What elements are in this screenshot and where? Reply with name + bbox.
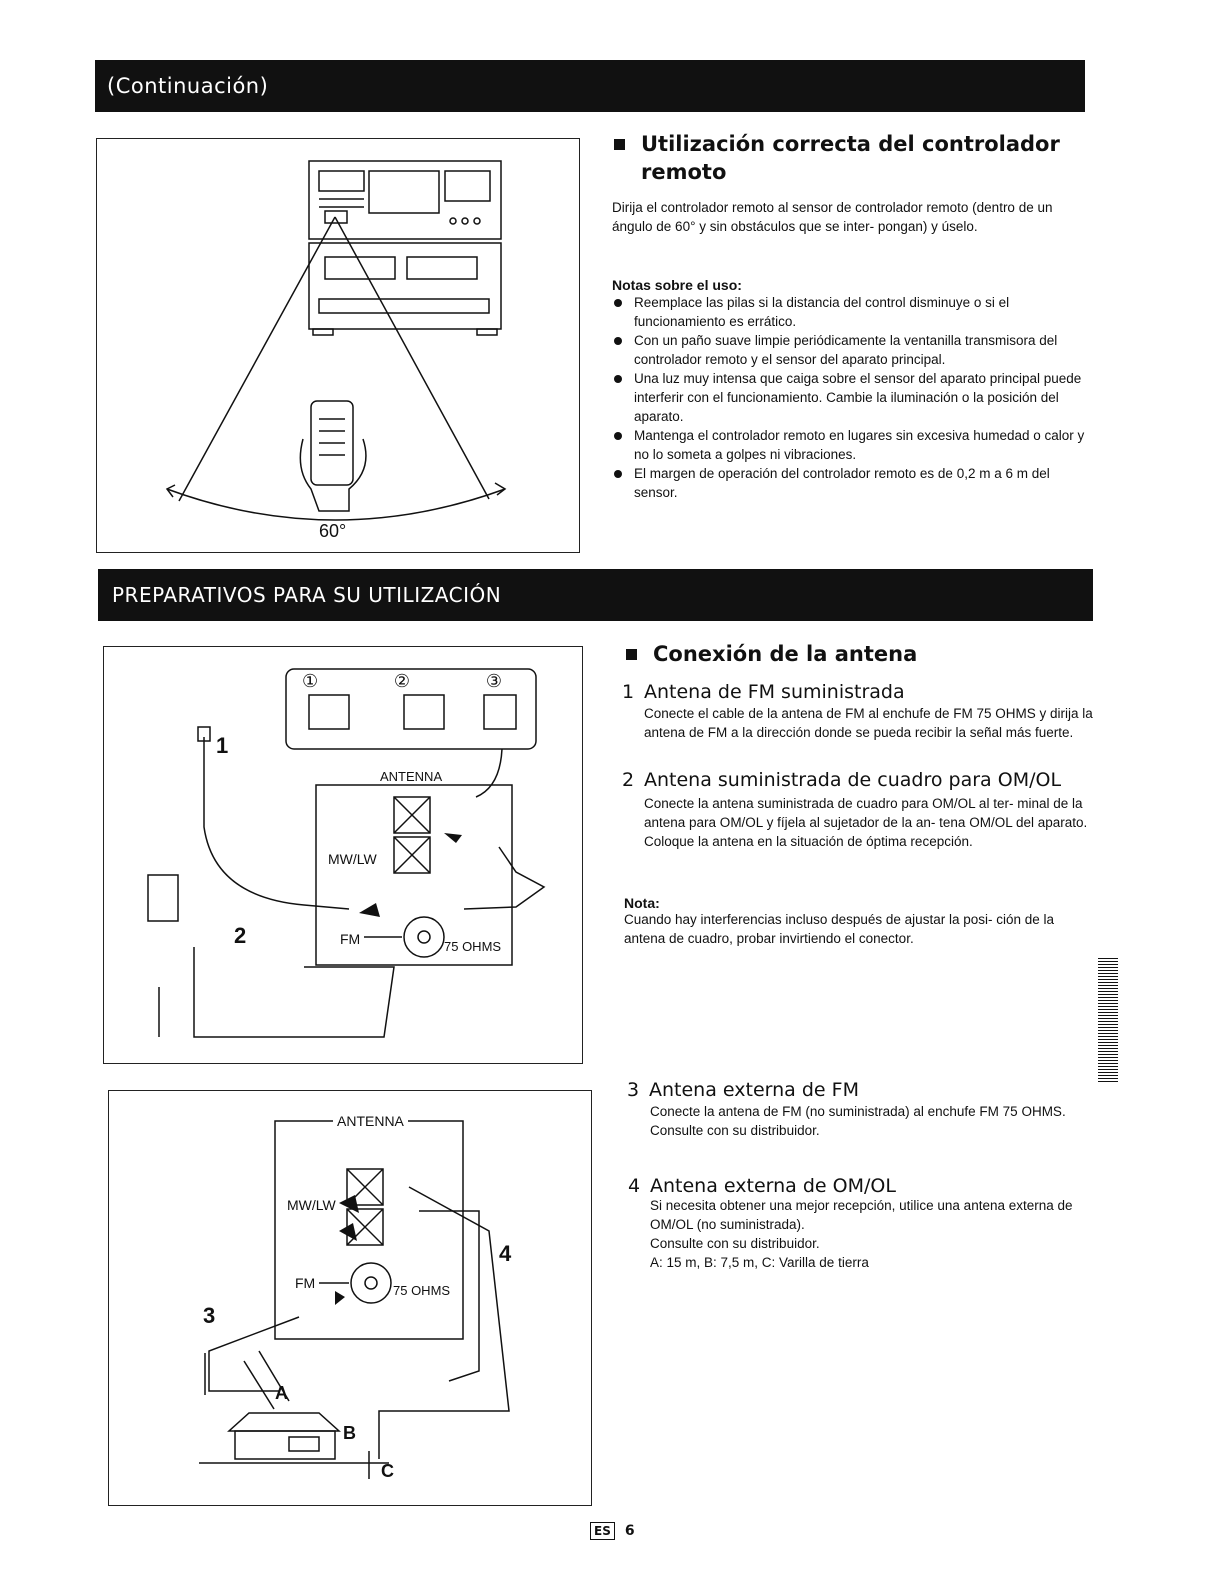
step-1-marker: ① — [302, 671, 319, 691]
note-item: Con un paño suave limpie periódicamente la ventanilla transmisora del controlador remoto y el sensor del aparato principal. — [612, 331, 1090, 369]
remote-control-figure — [96, 138, 580, 553]
antenna-illustration-2 — [109, 1091, 593, 1507]
preparations-banner-title: PREPARATIVOS PARA SU UTILIZACIÓN — [112, 583, 502, 607]
preparations-banner — [98, 569, 1093, 621]
antenna-item-4-title — [628, 1174, 1098, 1198]
antenna-item-2-text: Conecte la antena suministrada de cuadro para OM/OL al ter- minal de la antena para OM/OL y fíjela al sujetador de la an- tena OM/OL del aparato. Coloque la antena en la situación de óptima recepción. — [644, 796, 1088, 849]
ohms-label: 75 OHMS — [444, 939, 502, 954]
item-line: Conecte la antena de FM (no suministrada) al enchufe FM 75 OHMS. — [650, 1104, 1066, 1119]
remote-control-illustration — [97, 139, 581, 554]
antenna-label-2: ANTENNA — [333, 1113, 408, 1129]
antenna-section-title-text: Conexión de la antena — [653, 642, 918, 666]
step-3-marker: ③ — [485, 671, 502, 691]
note-item: Mantenga el controlador remoto en lugares sin excesiva humedad o calor y no lo someta a golpes ni vibraciones. — [612, 426, 1090, 464]
continuation-banner — [95, 60, 1085, 112]
remote-section-title — [612, 130, 1087, 186]
note-item: El margen de operación del controlador remoto es de 0,2 m a 6 m del sensor. — [612, 464, 1090, 502]
item-number: 1 — [622, 681, 635, 703]
antenna-figure-1 — [103, 646, 583, 1064]
antenna-figure-2 — [108, 1090, 592, 1506]
page-footer — [590, 1522, 635, 1540]
item-line: A: 15 m, B: 7,5 m, C: Varilla de tierra — [650, 1255, 869, 1270]
callout-1: 1 — [216, 733, 229, 758]
antenna-note-title: Nota: — [624, 895, 660, 911]
antenna-item-2-title — [622, 768, 1092, 792]
antenna-item-3-title — [627, 1078, 1097, 1102]
notes-list — [612, 293, 1090, 502]
remote-section-title-text: Utilización correcta del controlador remoto — [641, 132, 1060, 184]
antenna-item-1-text: Conecte el cable de la antena de FM al enchufe de FM 75 OHMS y dirija la antena de FM a la dirección donde se pueda recibir la señal más fuerte. — [644, 706, 1093, 740]
fm-label-2: FM — [295, 1275, 316, 1291]
callout-3: 3 — [203, 1303, 216, 1328]
remote-intro: Dirija el controlador remoto al sensor de controlador remoto (dentro de un ángulo de 60° y sin obstáculos que se inter- pongan) y úselo. — [612, 200, 1053, 234]
label-a: A — [275, 1383, 288, 1403]
page-number: 6 — [624, 1523, 635, 1539]
step-2-marker: ② — [393, 671, 411, 691]
step-markers — [302, 671, 502, 692]
antenna-item-1-title — [622, 680, 1092, 704]
side-tab-marker — [1098, 958, 1118, 1082]
item-line: Consulte con su distribuidor. — [650, 1236, 820, 1251]
note-item: Una luz muy intensa que caiga sobre el sensor del aparato principal puede interferir con el funcionamiento. Cambie la iluminación o la posición del aparato. — [612, 369, 1090, 426]
bullet-square-icon — [614, 139, 625, 150]
item-line: Consulte con su distribuidor. — [650, 1123, 820, 1138]
bullet-square-icon — [626, 649, 637, 660]
mwlw-label-2: MW/LW — [287, 1197, 336, 1213]
item-number: 2 — [622, 769, 635, 791]
antenna-item-4-text — [650, 1196, 1100, 1272]
callout-2: 2 — [234, 923, 247, 948]
antenna-item-3-text — [650, 1102, 1100, 1140]
notes-title: Notas sobre el uso: — [612, 277, 742, 293]
item-title: Antena externa de OM/OL — [650, 1175, 896, 1197]
ohms-label-2: 75 OHMS — [393, 1283, 451, 1298]
item-title: Antena suministrada de cuadro para OM/OL — [644, 769, 1062, 791]
item-number: 3 — [627, 1079, 640, 1101]
item-line: Si necesita obtener una mejor recepción, utilice una antena externa de OM/OL (no suministrada). — [650, 1198, 1073, 1232]
label-c: C — [381, 1461, 394, 1481]
antenna-label: ANTENNA — [376, 769, 446, 784]
antenna-section-title — [624, 640, 1094, 668]
language-badge: ES — [590, 1522, 615, 1540]
mwlw-label: MW/LW — [328, 851, 377, 867]
fm-label: FM — [340, 931, 361, 947]
angle-label: 60° — [319, 521, 347, 541]
antenna-note-text: Cuando hay interferencias incluso después de ajustar la posi- ción de la antena de cuadro, probar invirtiendo el conector. — [624, 912, 1055, 946]
item-number: 4 — [628, 1175, 641, 1197]
item-title: Antena externa de FM — [649, 1079, 859, 1101]
label-b: B — [343, 1423, 356, 1443]
note-item: Reemplace las pilas si la distancia del control disminuye o si el funcionamiento es errático. — [612, 293, 1090, 331]
continuation-banner-title: (Continuación) — [107, 74, 269, 98]
item-title: Antena de FM suministrada — [644, 681, 905, 703]
callout-4: 4 — [499, 1241, 512, 1266]
